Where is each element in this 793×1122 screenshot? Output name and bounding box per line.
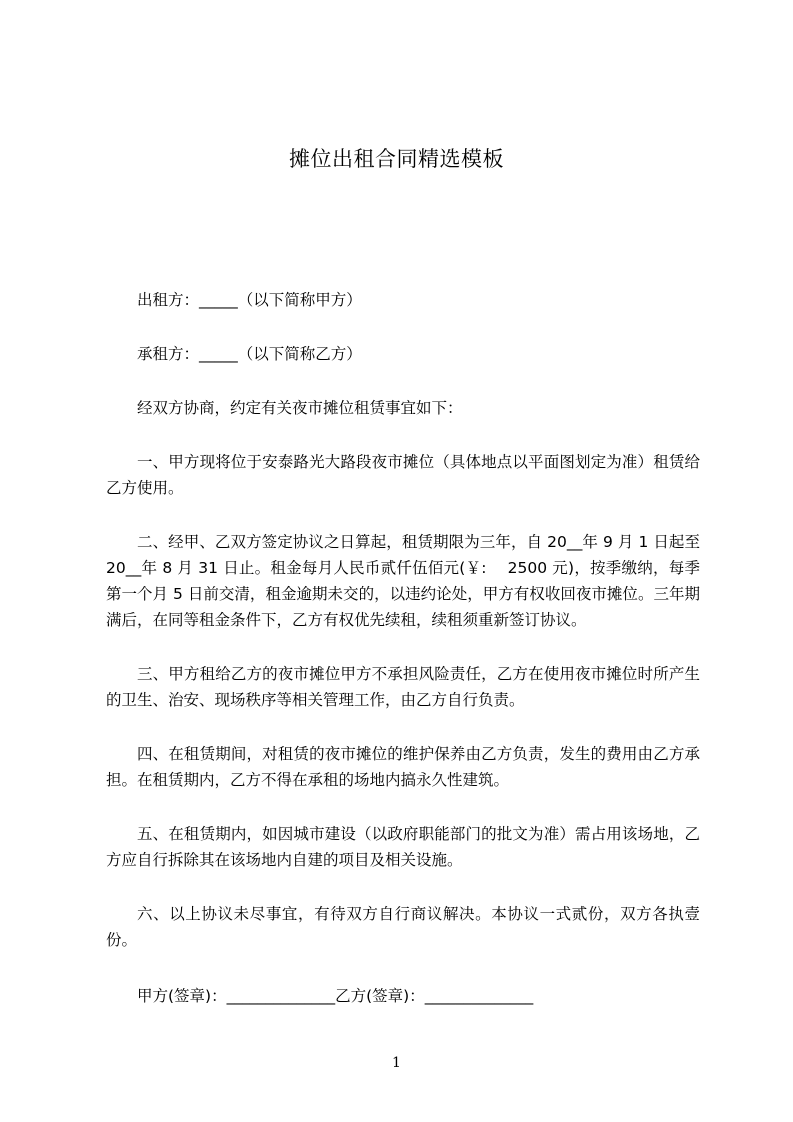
- clause-3: 三、甲方租给乙方的夜市摊位甲方不承担风险责任，乙方在使用夜市摊位时所产生的卫生、治安、现场秩序等相关管理工作，由乙方自行负责。: [106, 665, 700, 709]
- clause-4: 四、在租赁期间，对租赁的夜市摊位的维护保养由乙方负责，发生的费用由乙方承担。在租赁期内，乙方不得在承租的场地内搞永久性建筑。: [106, 745, 700, 789]
- document-title: 摊位出租合同精选模板: [289, 147, 504, 171]
- lessor-line: 出租方：_____（以下简称甲方）: [137, 291, 362, 309]
- intro-line: 经双方协商，约定有关夜市摊位租赁事宜如下：: [137, 399, 463, 417]
- clause-6: 六、以上协议未尽事宜，有待双方自行商议解决。本协议一式贰份，双方各执壹份。: [106, 905, 700, 949]
- page-number: 1: [392, 1055, 401, 1071]
- clause-2: 二、经甲、乙双方签定协议之日算起，租赁期限为三年，自 20__年 9 月 1 日起至 20__年 8 月 31 日止。租金每月人民币贰仟伍佰元(￥: 2500 元)，按季缴纳，每季第一个月 5 日前交清，租金逾期未交的，以违约论处，甲方有权收回夜市摊位。三年期满后，在同等租金条件下，乙方有权优先续租，续租须重新签订协议。: [106, 533, 700, 629]
- lessee-line: 承租方：_____（以下简称乙方）: [137, 345, 362, 363]
- clause-5: 五、在租赁期内，如因城市建设（以政府职能部门的批文为准）需占用该场地，乙方应自行拆除其在该场地内自建的项目及相关设施。: [106, 825, 700, 869]
- clause-1: 一、甲方现将位于安泰路光大路段夜市摊位（具体地点以平面图划定为准）租赁给乙方使用。: [106, 453, 700, 497]
- signature-line: 甲方(签章)：______________乙方(签章)：______________: [137, 987, 534, 1005]
